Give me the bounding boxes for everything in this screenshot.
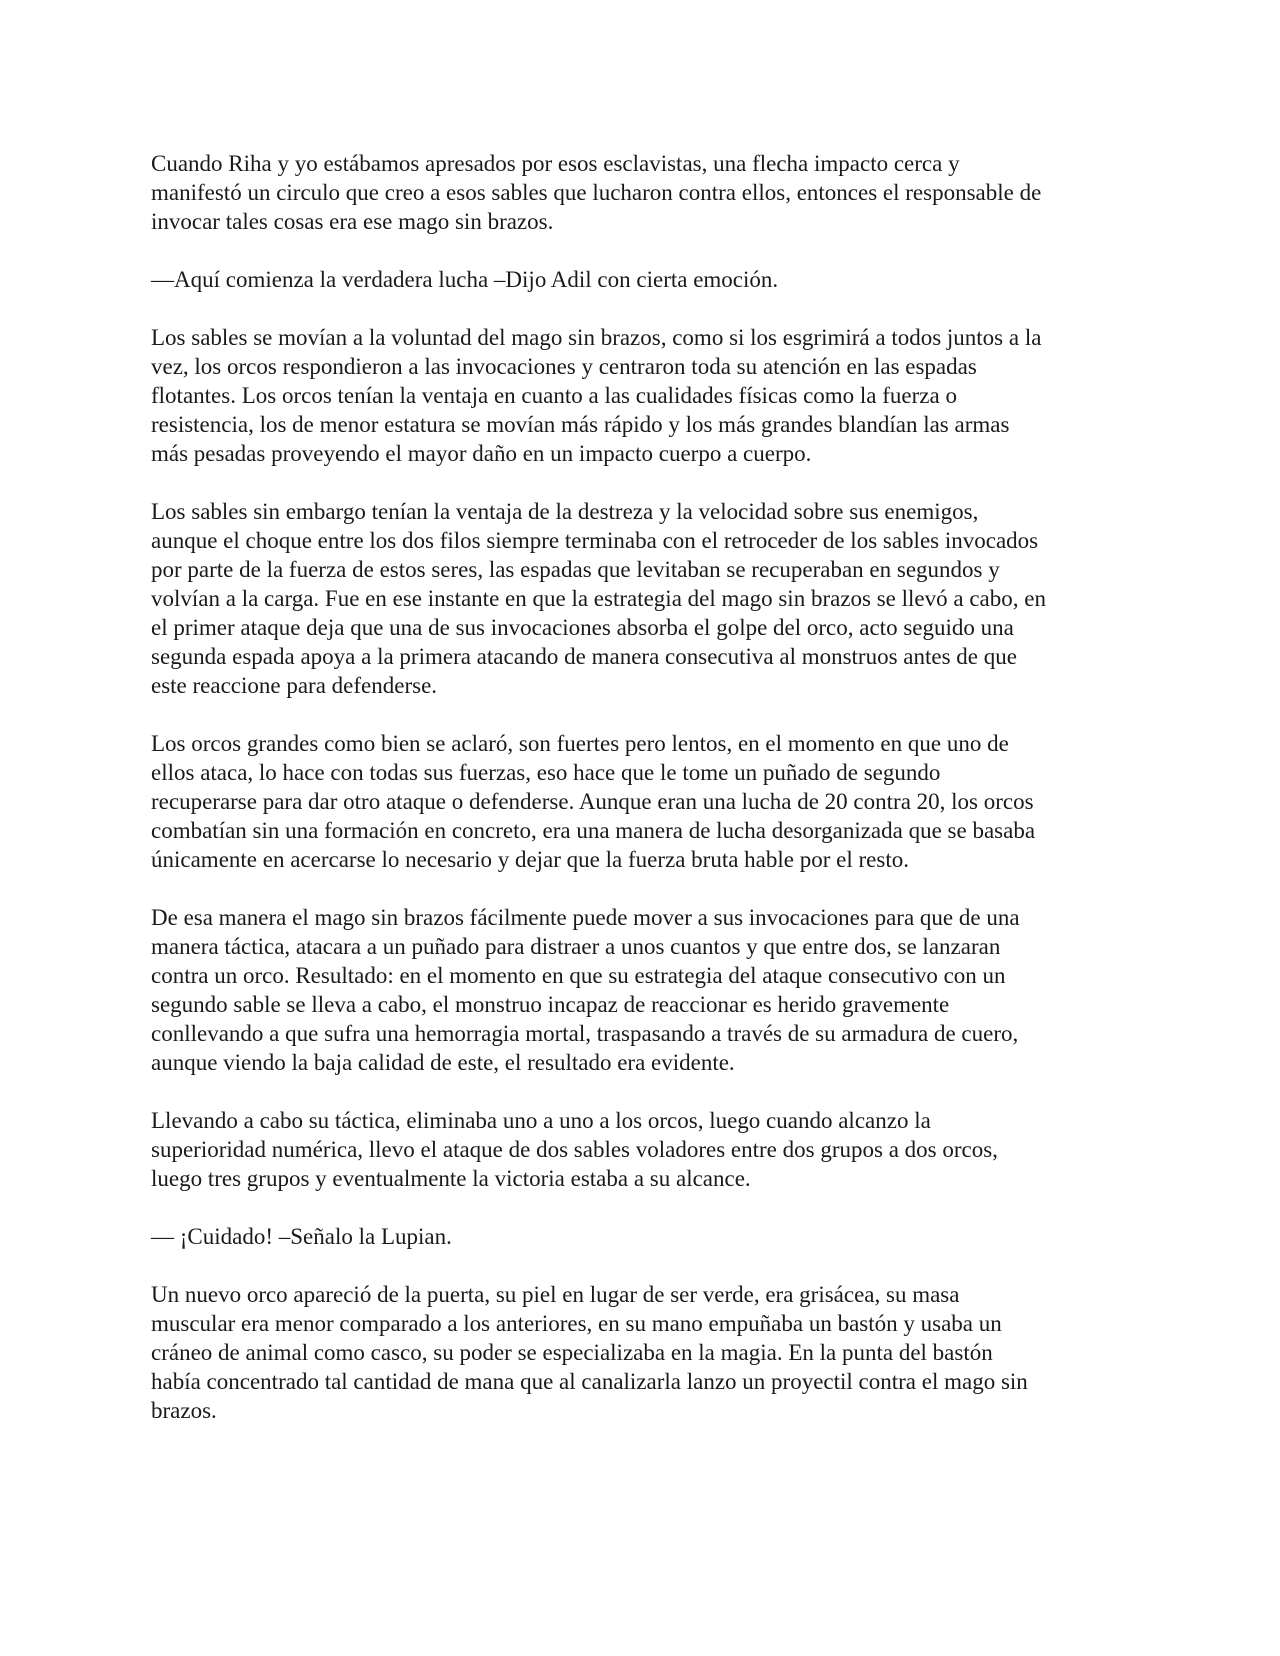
paragraph-5: Los orcos grandes como bien se aclaró, son fuertes pero lentos, en el momento en que uno de ellos ataca, lo hace con todas sus fuerzas, eso hace que le tome un puñado de segundo recuperarse para dar otro ataque o defenderse. Aunque eran una lucha de 20 contra 20, los orcos combatían sin una formación en concreto, era una manera de lucha desorganizada que se basaba únicamente en acercarse lo necesario y dejar que la fuerza bruta hable por el resto. [151, 731, 1036, 872]
paragraph-8: — ¡Cuidado! –Señalo la Lupian. [151, 1224, 452, 1249]
document-body [151, 149, 1137, 1454]
paragraph-3: Los sables se movían a la voluntad del mago sin brazos, como si los esgrimirá a todos juntos a la vez, los orcos respondieron a las invocaciones y centraron toda su atención en las espadas flotantes. Los orcos tenían la ventaja en cuanto a las cualidades físicas como la fuerza o resistencia, los de menor estatura se movían más rápido y los más grandes blandían las armas más pesadas proveyendo el mayor daño en un impacto cuerpo a cuerpo. [151, 325, 1042, 466]
paragraph-9: Un nuevo orco apareció de la puerta, su piel en lugar de ser verde, era grisácea, su masa muscular era menor comparado a los anteriores, en su mano empuñaba un bastón y usaba un cráneo de animal como casco, su poder se especializaba en la magia. En la punta del bastón había concentrado tal cantidad de mana que al canalizarla lanzo un proyectil contra el mago sin brazos. [151, 1282, 1028, 1423]
paragraph-7: Llevando a cabo su táctica, eliminaba uno a uno a los orcos, luego cuando alcanzo la superioridad numérica, llevo el ataque de dos sables voladores entre dos grupos a dos orcos, luego tres grupos y eventualmente la victoria estaba a su alcance. [151, 1108, 998, 1191]
paragraph-6: De esa manera el mago sin brazos fácilmente puede mover a sus invocaciones para que de una manera táctica, atacara a un puñado para distraer a unos cuantos y que entre dos, se lanzaran contra un orco. Resultado: en el momento en que su estrategia del ataque consecutivo con un segundo sable se lleva a cabo, el monstruo incapaz de reaccionar es herido gravemente conllevando a que sufra una hemorragia mortal, traspasando a través de su armadura de cuero, aunque viendo la baja calidad de este, el resultado era evidente. [151, 905, 1020, 1075]
paragraph-2: —Aquí comienza la verdadera lucha –Dijo Adil con cierta emoción. [151, 267, 779, 292]
paragraph-1: Cuando Riha y yo estábamos apresados por esos esclavistas, una flecha impacto cerca y manifestó un circulo que creo a esos sables que lucharon contra ellos, entonces el responsable de invocar tales cosas era ese mago sin brazos. [151, 151, 1042, 234]
paragraph-4: Los sables sin embargo tenían la ventaja de la destreza y la velocidad sobre sus enemigos, aunque el choque entre los dos filos siempre terminaba con el retroceder de los sables invocados por parte de la fuerza de estos seres, las espadas que levitaban se recuperaban en segundos y volvían a la carga. Fue en ese instante en que la estrategia del mago sin brazos se llevó a cabo, en el primer ataque deja que una de sus invocaciones absorba el golpe del orco, acto seguido una segunda espada apoya a la primera atacando de manera consecutiva al monstruos antes de que este reaccione para defenderse. [151, 499, 1046, 698]
